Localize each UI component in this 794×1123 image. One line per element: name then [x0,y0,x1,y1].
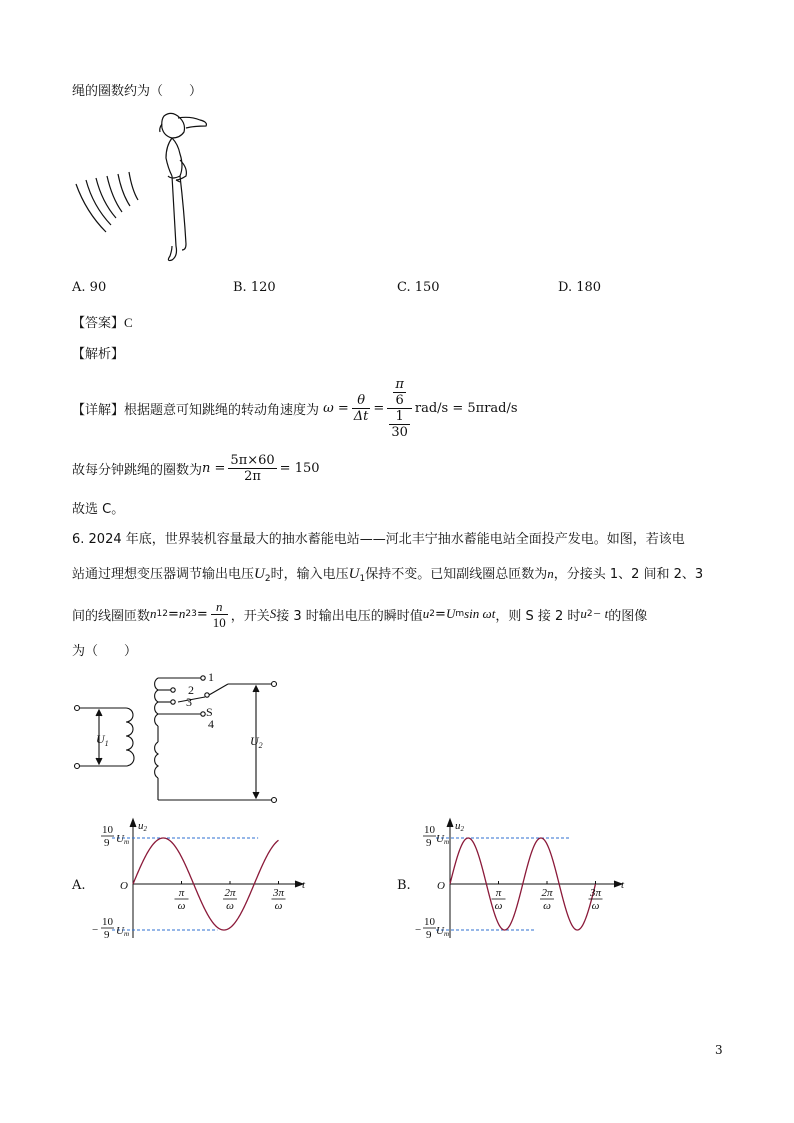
q6-line2: 站通过理想变压器调节输出电压$U_2$时，输入电压$U_1$保持不变。已知副线圈总匝数为n，分接头 1、2 间和 2、3 [72,566,704,584]
amp-den: 9 [426,837,432,849]
x-axis-label: t [621,879,625,891]
switch-label: S [206,705,213,719]
amp-num: 10 [424,824,435,836]
circles-fraction: $\frac{5\pi\times 60}{2\pi}$ [230,452,275,484]
amp-unit: Um [436,833,450,846]
q6-line4: 为（ ） [72,644,138,659]
option-c: C. 150 [397,280,440,295]
neg-amp-den: 9 [426,929,432,941]
omega-symbol: ω = [319,400,349,416]
x-tick-den: ω [591,900,600,912]
circles-line: 故每分钟跳绳的圈数为 n = $\frac{5\pi\times 60}{2\pi}$ = 150 [72,452,320,484]
option-d: D. 180 [558,280,602,295]
compound-fraction: $\frac{\frac{\pi}{6}}{\frac{1}{30}}$ [387,377,412,440]
x-tick-den: ω [226,900,234,912]
option-b-label: B. [397,878,411,893]
tap-label-4: 4 [208,717,214,731]
y-arrow [447,819,453,827]
x-tick-num: π [178,887,185,899]
theta-over-dt: $\frac{\theta}{\Delta t}$ [353,392,369,424]
neg-sign: − [415,924,422,936]
option-a-label: A. [72,878,86,893]
graph-option-b [414,816,644,946]
y-axis-label: u2 [455,820,464,833]
neg-amp-num: 10 [424,916,435,928]
q5-stem-tail: 绳的圈数约为（ ） [72,84,203,99]
origin-label: O [120,880,128,892]
neg-amp-num: 10 [102,916,113,928]
q6-line3: 间的线圈匝数 n 12 = n 23 = $\frac{n}{10}$ ，开关 S 接 3 时输出电压的瞬时值 u 2 = U m sin ωt ，则 S 接 2 时 u 2 − t 的图像 [72,598,648,630]
x-tick-num: π [495,887,502,899]
tap-label-2: 2 [188,683,194,697]
y-arrow [130,819,136,827]
neg-sign: − [92,924,99,936]
x-tick-den: ω [274,900,283,912]
x-tick-num: 3π [589,887,602,899]
tap-label-3: 3 [186,695,192,709]
neg-amp-unit: Um [116,925,130,938]
option-a: A. 90 [72,280,107,295]
tap-label-1: 1 [208,670,214,684]
x-tick-num: 2π [224,887,236,899]
u2-label: $U_2$ [250,734,263,750]
x-axis-label: t [302,879,306,891]
x-tick-den: ω [177,900,186,912]
origin-label: O [437,880,445,892]
detail-line: 【详解】 根据题意可知跳绳的转动角速度为 ω = $\frac{\theta}{\Delta t}$ = $\frac{\frac{\pi}{6}}{\frac{1}{30}}$ rad/s = 5πrad/s [72,376,518,440]
transformer-circuit [68,666,288,811]
jump-rope-figure [68,110,218,270]
u1-label: $U_1$ [96,732,109,748]
neg-amp-den: 9 [104,929,110,941]
option-b: B. 120 [233,280,276,295]
amp-unit: Um [116,833,130,846]
choose-line: 故选 C。 [72,502,125,517]
analysis-tag: 【解析】 [72,347,125,362]
answer-line: 【答案】C [72,315,133,331]
amp-num: 10 [102,824,113,836]
x-tick-num: 3π [272,887,285,899]
page-number: 3 [715,1043,723,1057]
neg-amp-unit: Um [436,925,450,938]
graph-option-a [90,816,320,946]
x-tick-num: 2π [541,887,553,899]
n-over-10: $\frac{n}{10}$ [212,598,226,630]
amp-den: 9 [104,837,110,849]
x-tick-den: ω [494,900,503,912]
q6-line1: 6. 2024 年底，世界装机容量最大的抽水蓄能电站——河北丰宁抽水蓄能电站全面投产发电。如图，若该电 [72,532,685,547]
y-axis-label: u2 [138,820,147,833]
x-tick-den: ω [543,900,551,912]
